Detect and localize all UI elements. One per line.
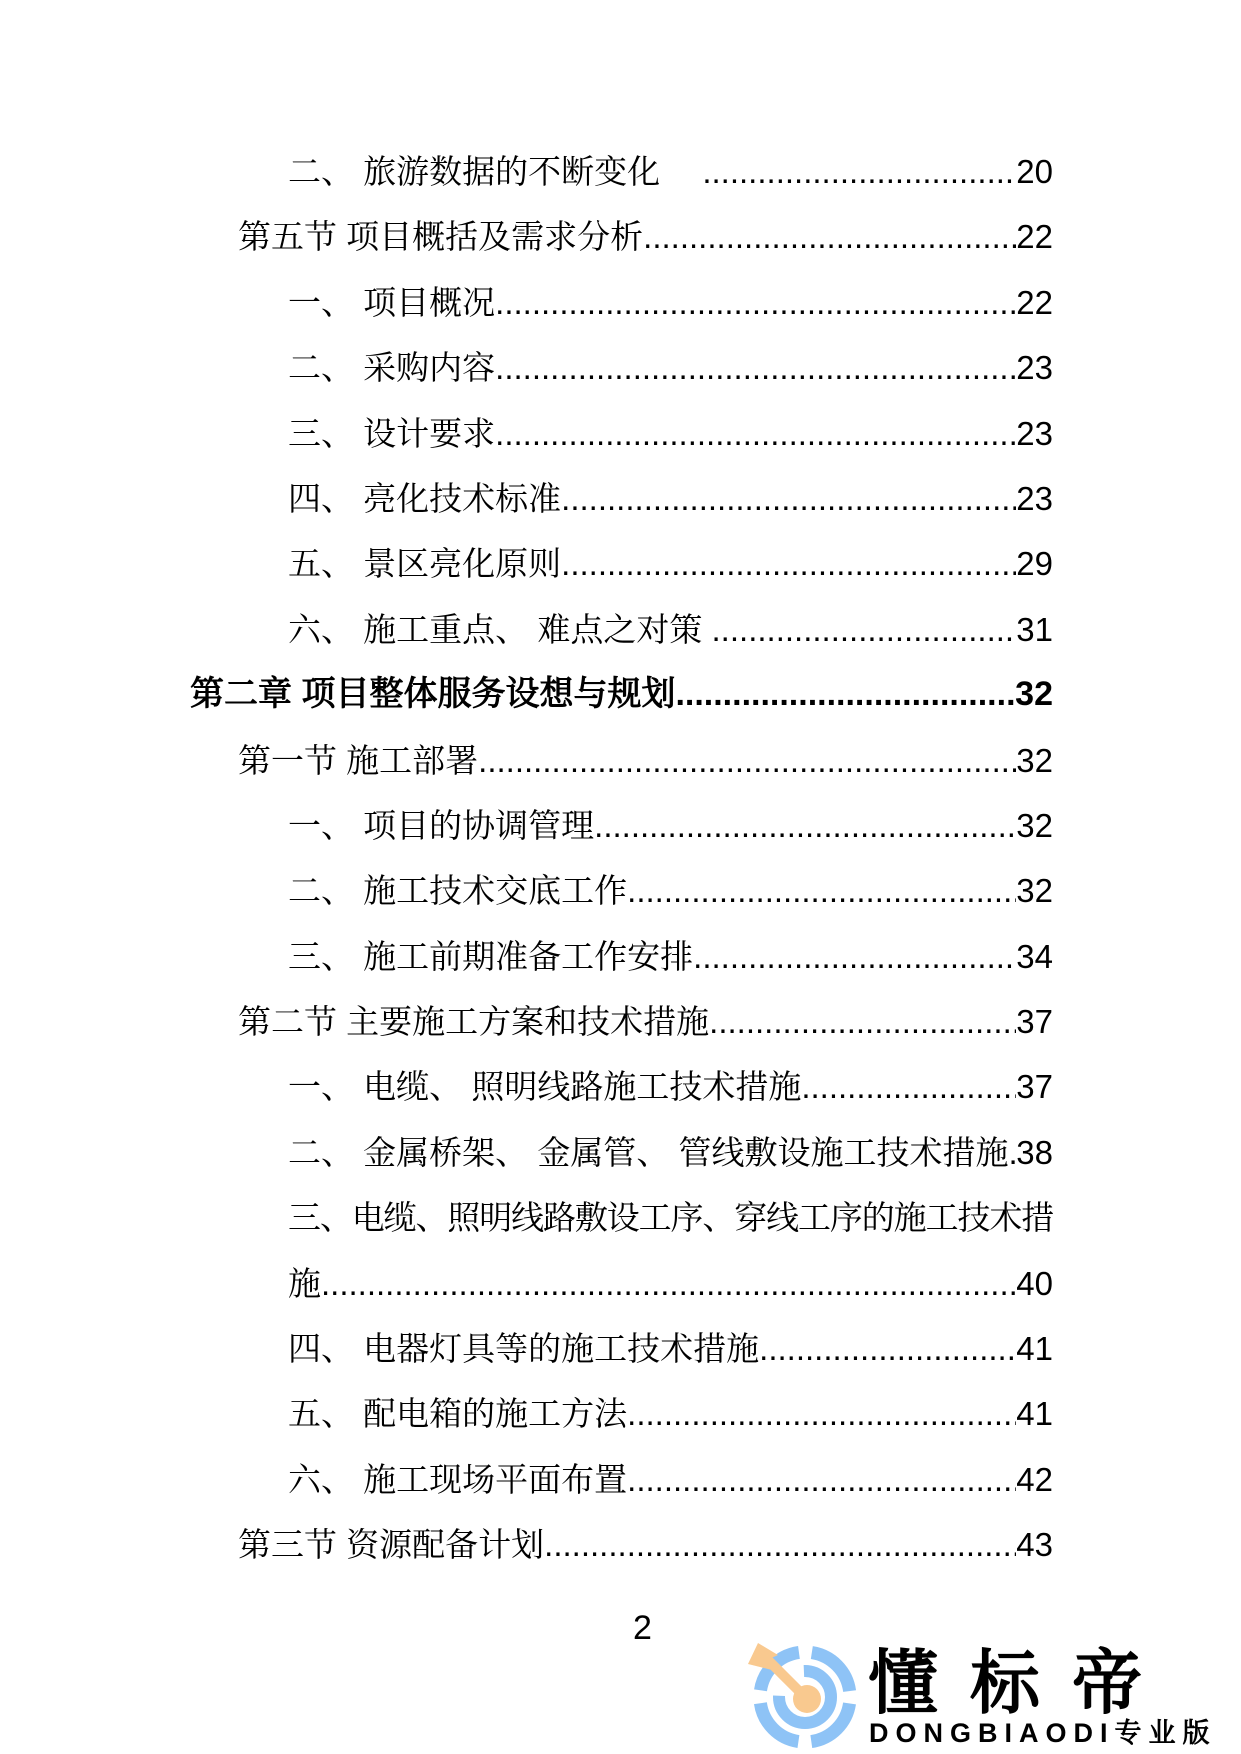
toc-leader-dots	[321, 1251, 1016, 1316]
toc-leader-dots	[1009, 1120, 1017, 1185]
brand-name-cn: 懂标帝	[868, 1644, 1174, 1722]
toc-entry-label: 第一节 施工部署	[238, 741, 479, 779]
toc-leader-dots	[712, 597, 1017, 662]
toc-entry[interactable]	[190, 1251, 1053, 1316]
toc-leader-dots	[561, 531, 1016, 596]
brand-name-latin: DONGBIAODI	[869, 1718, 1115, 1748]
toc-entry-page: 22	[1016, 283, 1053, 321]
toc-entry-page: 23	[1016, 349, 1053, 387]
toc-entry[interactable]	[190, 858, 1053, 923]
toc-entry-label: 二、 采购内容	[288, 349, 496, 387]
toc-entry-page: 31	[1016, 610, 1053, 648]
toc-entry[interactable]	[190, 597, 1053, 662]
toc-leader-dots	[495, 270, 1016, 335]
toc-leader-dots	[544, 1512, 1016, 1577]
toc-entry[interactable]	[190, 728, 1053, 793]
toc-entry-label: 第三节 资源配备计划	[238, 1526, 545, 1564]
toc-entry[interactable]	[190, 1316, 1053, 1381]
toc-entry[interactable]	[190, 924, 1053, 989]
toc-entry-label: 四、 电器灯具等的施工技术措施	[288, 1330, 760, 1368]
toc-entry-label: 二、 旅游数据的不断变化	[288, 153, 703, 190]
toc-leader-dots	[627, 858, 1016, 923]
toc-entry[interactable]	[190, 139, 1053, 204]
toc-entry[interactable]	[190, 204, 1053, 269]
toc-entry-page: 40	[1016, 1264, 1053, 1302]
toc-entry-page: 22	[1016, 218, 1053, 256]
toc-entry-page: 32	[1016, 872, 1053, 910]
toc-entry-page: 20	[1016, 153, 1053, 190]
toc-entry[interactable]	[190, 1120, 1053, 1185]
toc-entry[interactable]	[190, 531, 1053, 596]
toc-entry-page: 43	[1016, 1526, 1053, 1564]
toc-leader-dots	[759, 1316, 1016, 1381]
toc-entry[interactable]	[190, 1185, 1053, 1250]
toc-leader-dots	[693, 924, 1016, 989]
toc-entry-page: 32	[1016, 741, 1053, 779]
toc-entry[interactable]	[190, 793, 1053, 858]
toc-entry-page: 37	[1016, 1068, 1053, 1106]
toc-entry[interactable]	[190, 1512, 1053, 1577]
toc-leader-dots	[675, 662, 1015, 727]
toc-entry-label: 第五节 项目概括及需求分析	[238, 218, 644, 256]
toc-entry-label: 六、 施工重点、 难点之对策	[288, 610, 712, 648]
toc-entry-label: 二、 施工技术交底工作	[288, 872, 628, 910]
toc-leader-dots	[627, 1381, 1016, 1446]
toc-entry-page: 37	[1016, 1003, 1053, 1041]
toc-leader-dots	[561, 466, 1016, 531]
toc-entry-page: 32	[1016, 806, 1053, 844]
toc-leader-dots	[594, 793, 1016, 858]
toc-leader-dots	[627, 1447, 1016, 1512]
toc-entry[interactable]	[190, 1054, 1053, 1119]
brand-subline	[869, 1718, 1217, 1748]
toc-entry-label: 三、电缆、照明线路敷设工序、穿线工序的施工技术措	[288, 1199, 1053, 1237]
toc-entry[interactable]	[190, 1447, 1053, 1512]
toc-entry-label: 三、 设计要求	[288, 414, 496, 452]
toc-entry-label: 第二节 主要施工方案和技术措施	[238, 1003, 710, 1041]
toc-entry[interactable]	[190, 270, 1053, 335]
toc-entry[interactable]	[190, 335, 1053, 400]
target-dart-logo-icon	[740, 1637, 862, 1752]
toc-entry-label: 施	[288, 1264, 321, 1302]
toc-entry-label: 一、 项目概况	[288, 283, 496, 321]
toc-leader-dots	[495, 335, 1016, 400]
toc-entry-page: 38	[1016, 1133, 1053, 1171]
toc-leader-dots	[495, 401, 1016, 466]
toc-leader-dots	[643, 204, 1016, 269]
toc-entry-label: 五、 配电箱的施工方法	[288, 1395, 628, 1433]
table-of-contents	[190, 139, 1053, 1578]
toc-entry-page: 29	[1016, 545, 1053, 583]
edition-label: 专业版	[1114, 1718, 1217, 1748]
toc-entry-label: 五、 景区亮化原则	[288, 545, 562, 583]
toc-entry-page: 41	[1016, 1395, 1053, 1433]
toc-entry-page: 41	[1016, 1330, 1053, 1368]
toc-entry-label: 二、 金属桥架、 金属管、 管线敷设施工技术措施	[288, 1133, 1009, 1171]
toc-entry[interactable]	[190, 662, 1053, 727]
toc-leader-dots	[801, 1054, 1016, 1119]
toc-entry-page: 34	[1016, 937, 1053, 975]
toc-entry[interactable]	[190, 466, 1053, 531]
toc-entry-page: 32	[1015, 675, 1053, 714]
toc-entry-label: 一、 项目的协调管理	[288, 806, 595, 844]
toc-entry-label: 六、 施工现场平面布置	[288, 1460, 628, 1498]
toc-entry[interactable]	[190, 401, 1053, 466]
toc-entry-page: 42	[1016, 1460, 1053, 1498]
toc-entry-page: 23	[1016, 414, 1053, 452]
toc-entry-label: 第二章 项目整体服务设想与规划	[190, 675, 676, 714]
toc-entry-label: 一、 电缆、 照明线路施工技术措施	[288, 1068, 802, 1106]
page-number: 2	[633, 1609, 652, 1647]
toc-leader-dots	[709, 989, 1016, 1054]
toc-entry[interactable]	[190, 1381, 1053, 1446]
toc-entry-page: 23	[1016, 479, 1053, 517]
toc-entry-label: 三、 施工前期准备工作安排	[288, 937, 694, 975]
toc-entry-label: 四、 亮化技术标准	[288, 479, 562, 517]
toc-entry[interactable]	[190, 989, 1053, 1054]
toc-leader-dots	[702, 139, 1016, 204]
toc-leader-dots	[478, 728, 1016, 793]
